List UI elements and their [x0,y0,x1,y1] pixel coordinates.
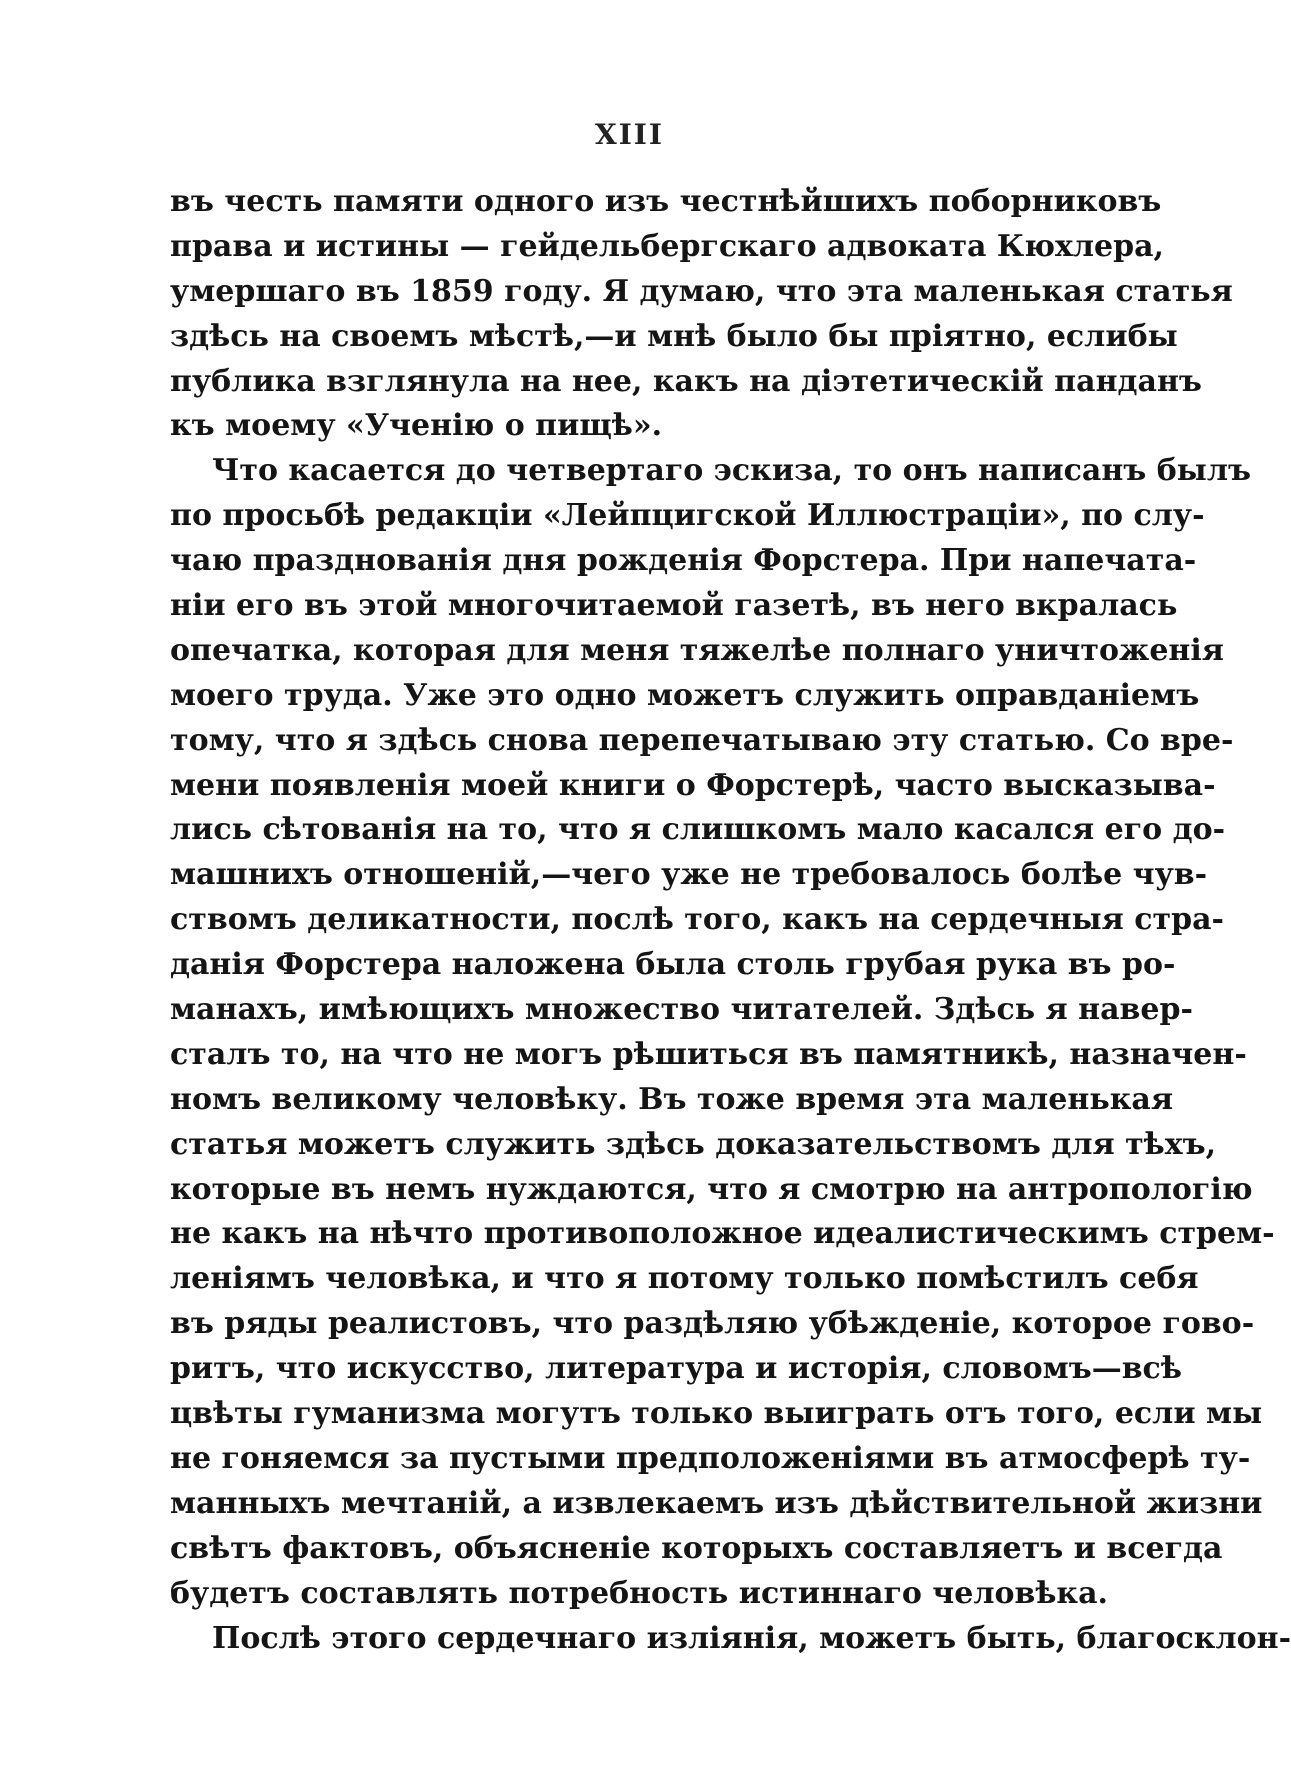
text-line: данія Форстера наложена была столь грубая рука въ ро- [170,947,1176,983]
text-line: не гоняемся за пустыми предположеніями въ атмосферѣ ту- [170,1440,1251,1476]
page-number: XIII [594,118,665,151]
text-line: ствомъ деликатности, послѣ того, какъ на сердечныя стра- [170,902,1224,938]
text-line: Послѣ этого сердечнаго изліянія, можетъ быть, благосклон- [212,1620,1291,1656]
text-line: публика взглянула на нее, какъ на діэтетическій панданъ [170,363,1202,399]
text-line: не какъ на нѣчто противоположное идеалистическимъ стрем- [170,1216,1275,1252]
text-line: леніямъ человѣка, и что я потому только помѣстилъ себя [170,1261,1199,1297]
text-line: лись сѣтованія на то, что я слишкомъ мало касался его до- [170,812,1226,848]
text-line: машнихъ отношеній,—чего уже не требовалось болѣе чув- [170,857,1208,893]
body-text [170,180,1291,1661]
text-line: сталъ то, на что не могъ рѣшиться въ памятникѣ, назначен- [170,1036,1247,1072]
text-line: цвѣты гуманизма могутъ только выиграть отъ того, если мы [170,1396,1263,1432]
text-line: которые въ немъ нуждаются, что я смотрю на антропологію [170,1171,1253,1207]
text-line: къ моему «Ученію о пищѣ». [170,408,663,444]
text-line: здѣсь на своемъ мѣстѣ,—и мнѣ было бы пріятно, еслибы [170,318,1178,354]
text-line: мени появленія моей книги о Форстерѣ, часто высказыва- [170,767,1216,803]
text-line: будетъ составлять потребность истиннаго человѣка. [170,1575,1108,1611]
text-line: номъ великому человѣку. Въ тоже время эта маленькая [170,1081,1173,1117]
text-line: права и истины — гейдельбергскаго адвоката Кюхлера, [170,228,1164,264]
text-line: въ ряды реалистовъ, что раздѣляю убѣжденіе, которое гово- [170,1306,1255,1342]
text-line: ніи его въ этой многочитаемой газетѣ, въ него вкралась [170,588,1178,624]
text-line: моего труда. Уже это одно можетъ служить оправданіемъ [170,677,1200,713]
text-line: въ честь памяти одного изъ честнѣйшихъ поборниковъ [170,184,1162,219]
text-line: чаю празднованія дня рожденія Форстера. При напечата- [170,543,1197,579]
text-line: манахъ, имѣющихъ множество читателей. Здѣсь я навер- [170,992,1193,1028]
text-line: ритъ, что искусство, литература и исторія, словомъ—всѣ [170,1351,1182,1387]
text-line: по просьбѣ редакціи «Лейпцигской Иллюстраціи», по слу- [170,498,1205,534]
text-line: Что касается до четвертаго эскиза, то онъ написанъ былъ [212,453,1252,489]
text-line: статья можетъ служить здѣсь доказательствомъ для тѣхъ, [170,1126,1217,1162]
text-line: манныхъ мечтаній, а извлекаемъ изъ дѣйствительной жизни [170,1485,1263,1521]
text-line: умершаго въ 1859 году. Я думаю, что эта маленькая статья [170,273,1233,309]
text-line: опечатка, которая для меня тяжелѣе полнаго уничтоженія [170,632,1224,668]
text-line: свѣтъ фактовъ, объясненіе которыхъ составляетъ и всегда [170,1530,1223,1566]
text-line: тому, что я здѣсь снова перепечатываю эту статью. Со вре- [170,722,1234,758]
